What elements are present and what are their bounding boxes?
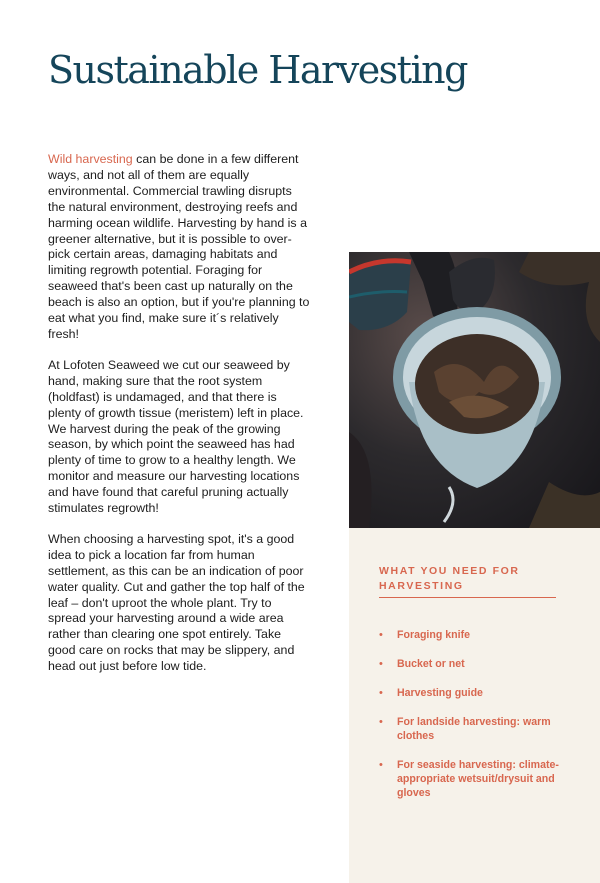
list-item (379, 657, 579, 671)
list-item (379, 758, 579, 800)
list-item-text: Harvesting guide (397, 687, 483, 699)
rock-shadow (349, 432, 372, 528)
seaweed-foreground (529, 482, 600, 528)
article-body (48, 152, 310, 690)
equipment-heading: WHAT YOU NEED FOR HARVESTING (379, 565, 520, 592)
list-item-text: Bucket or net (397, 658, 465, 670)
list-item (379, 628, 579, 642)
list-item-text: For seaside harvesting: climate-appropriate wetsuit/drysuit and gloves (397, 759, 559, 799)
paragraph-1-text: can be done in a few different ways, and not all of them are equally environmental. Commercial trawling disrupts the natural environment, destroying reefs and harming ocean wildlife. Harvesting by hand is a greener alternative, but it is possible to over-pick certain areas, damaging habitats and limiting regrowth potential. Foraging for seaweed that's been cast up naturally on the beach is also an option, but if you're planning to eat what you find, make sure it´s relatively fresh! (48, 152, 310, 341)
bullet-icon: • (379, 687, 383, 699)
seaweed-bucket-photo (349, 252, 600, 528)
heading-divider (379, 597, 556, 598)
list-item-text: For landside harvesting: warm clothes (397, 716, 551, 742)
equipment-panel (349, 528, 600, 883)
bullet-icon: • (379, 629, 383, 641)
bullet-icon: • (379, 759, 383, 771)
photo-illustration (349, 252, 600, 528)
list-item (379, 715, 579, 743)
paragraph-3: When choosing a harvesting spot, it's a good idea to pick a location far from human settlement, as this can be an indication of poor water quality. Cut and gather the top half of the leaf – don't uproot the whole plant. Try to spread your harvesting around a wide area rather than clearing one spot entirely. Take good care on rocks that may be slippery, and head out just before low tide. (48, 531, 305, 674)
equipment-list (379, 628, 579, 815)
bullet-icon: • (379, 716, 383, 728)
bucket-rope (444, 487, 453, 522)
paragraph-2: At Lofoten Seaweed we cut our seaweed by hand, making sure that the root system (holdfast) is undamaged, and that there is plenty of growth tissue (meristem) left in place. We harvest during the peak of the growing season, by which point the seaweed has had plenty of time to grow to a healthy length. We monitor and measure our harvesting locations and have found that careful pruning actually stimulates regrowth! (48, 357, 304, 516)
paragraph-1 (48, 152, 310, 343)
highlight-text: Wild harvesting (48, 152, 133, 166)
left-glove (409, 252, 458, 319)
list-item-text: Foraging knife (397, 629, 470, 641)
list-item (379, 686, 579, 700)
page-title: Sustainable Harvesting (48, 48, 467, 92)
right-glove (449, 258, 495, 313)
bullet-icon: • (379, 658, 383, 670)
